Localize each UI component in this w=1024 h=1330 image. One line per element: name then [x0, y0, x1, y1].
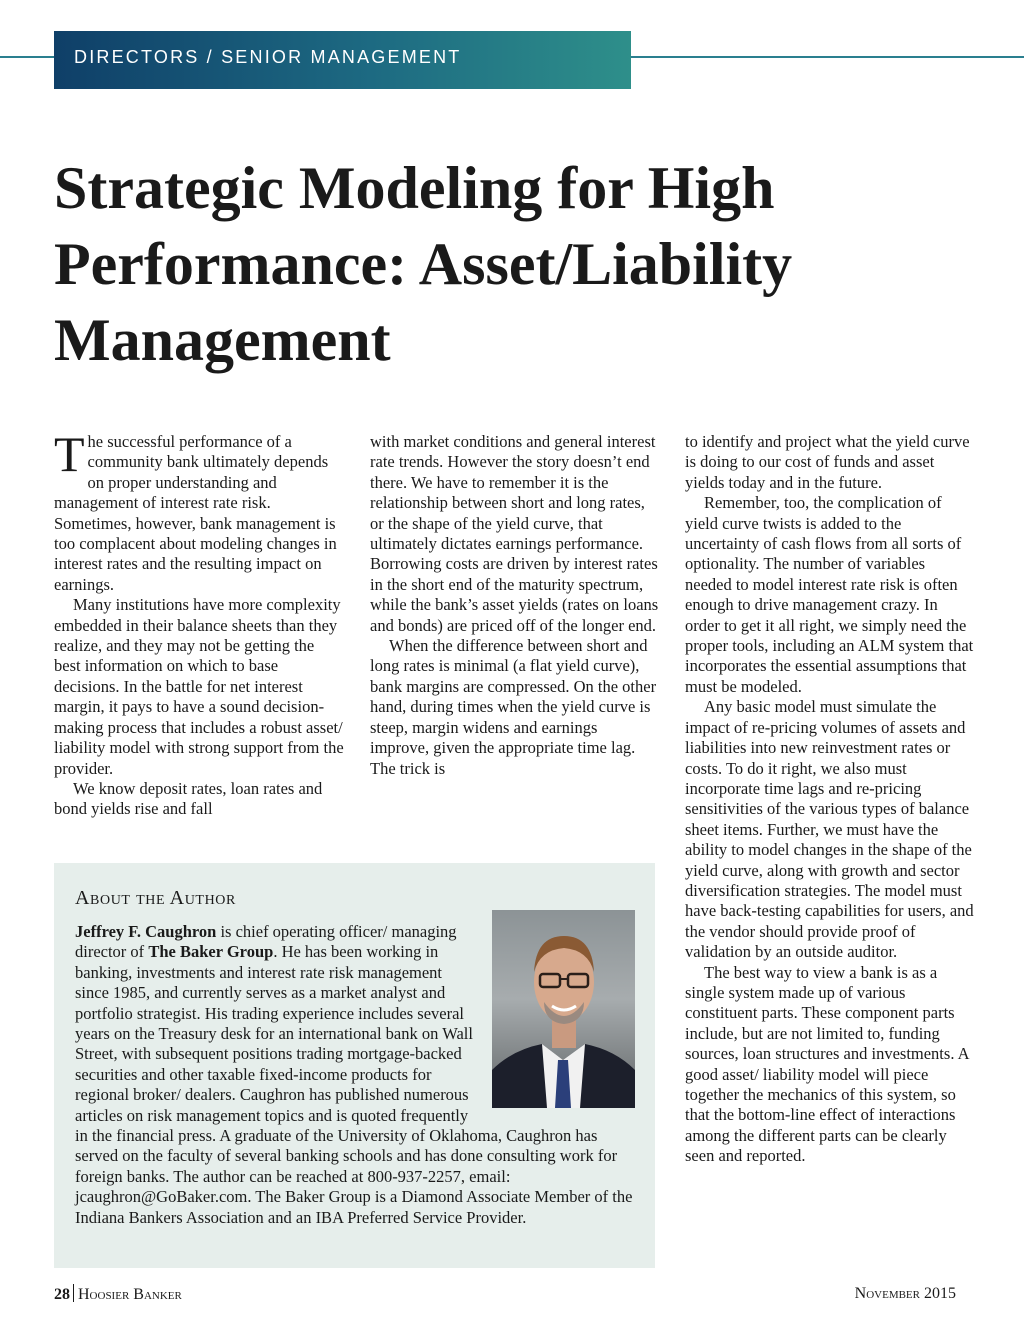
article-paragraph: The best way to view a bank is as a single system made up of various constituent parts. These component parts include, but are not limited to, funding sources, loan structures and investments. A good asset/ liability model will piece together the mechanics of this system, so that the bottom-line effect of interactions among the different parts can be clearly seen and reported.: [685, 962, 969, 1166]
article-title: Strategic Modeling for High Performance: Asset/Liability Management: [54, 155, 793, 373]
author-box-heading: About the Author: [75, 887, 236, 909]
about-the-author-box: [54, 863, 655, 1268]
author-bio-text: is chief operating officer/ managing director of: [75, 922, 457, 962]
drop-cap: T: [54, 426, 85, 482]
author-bio-text: . He has been working in banking, investments and interest rate risk management since 1985, and currently serves as a market analyst and portfolio strategist. His trading experience includes several years on the Treasury desk for an international bank on Wall Street, with subsequent positions trading mortgage-backed securities and other taxable fixed-income products for regional broker/ dealers. Caughron has published numerous articles on risk management topics and is quoted frequently in the financial press. A graduate of the University of Oklahoma, Caughron has served on the faculty of several banking schools and has done consulting work for foreign banks. The author can be reached at 800-937-2257, email: jcaughron@GoBaker.com. The Baker Group is a Diamond Associate Member of the Indiana Bankers Association and an IBA Preferred Service Provider.: [75, 942, 633, 1227]
article-column-1: [54, 426, 344, 820]
author-name: Jeffrey F. Caughron: [75, 922, 217, 941]
article-paragraph: When the difference between short and long rates is minimal (a flat yield curve), bank margins are compressed. On the other hand, during times when the yield curve is steep, margin widens and earnings improve, given the appropriate time lag. The trick is: [370, 636, 657, 778]
issue-date: November 2015: [854, 1285, 956, 1302]
author-portrait-icon: [492, 910, 635, 1108]
footer-left: [54, 1284, 182, 1305]
author-photo: [492, 910, 635, 1108]
article-column-2: [370, 432, 660, 779]
article-paragraph: Many institutions have more complexity embedded in their balance sheets than they realize, and they may not be getting the best information on which to base decisions. In the battle for net interest margin, it pays to have a sound decision-making process that includes a robust asset/ liability model with strong support from the provider.: [54, 595, 344, 778]
footer-divider: [73, 1284, 74, 1302]
article-paragraph: [54, 426, 344, 595]
section-banner: [54, 31, 631, 89]
article-column-3: [685, 432, 975, 1167]
article-paragraph: Any basic model must simulate the impact of re-pricing volumes of assets and liabilities into new reinvestment rates or costs. To do it right, we also must incorporate time lags and re-pricing sensitivities of the various types of balance sheet items. Further, we must have the ability to model changes in the shape of the yield curve, along with growth and sector diversification strategies. The model must have back-testing capabilities for users, and the vendor should provide proof of validation by an outside auditor.: [685, 697, 974, 962]
article-paragraph: Remember, too, the complication of yield curve twists is added to the uncertainty of cash flows from all sorts of optionality. The number of variables needed to model interest rate risk is often enough to drive management crazy. In order to get it all right, we simply need the proper tools, including an ALM system that incorporates the essential assumptions that must be modeled.: [685, 493, 974, 696]
article-paragraph: to identify and project what the yield curve is doing to our cost of funds and asset yields today and in the future.: [685, 432, 970, 492]
author-company: The Baker Group: [148, 942, 274, 962]
paragraph-text: he successful performance of a community bank ultimately depends on proper understanding and management of interest rate risk. Sometimes, however, bank management is too complacent about modeling changes in interest rates and the resulting impact on earnings.: [54, 432, 337, 594]
article-paragraph: with market conditions and general interest rate trends. However the story doesn’t end there. We have to remember it is the relationship between short and long rates, or the shape of the yield curve, that ultimately dictates earnings performance. Borrowing costs are driven by interest rates in the short end of the maturity spectrum, while the bank’s asset yields (rates on loans and bonds) are priced off of the longer end.: [370, 432, 659, 635]
page-number: 28: [54, 1286, 70, 1303]
publication-name: Hoosier Banker: [78, 1286, 182, 1303]
section-label: DIRECTORS / SENIOR MANAGEMENT: [74, 47, 462, 67]
article-paragraph: We know deposit rates, loan rates and bond yields rise and fall: [54, 778, 323, 819]
